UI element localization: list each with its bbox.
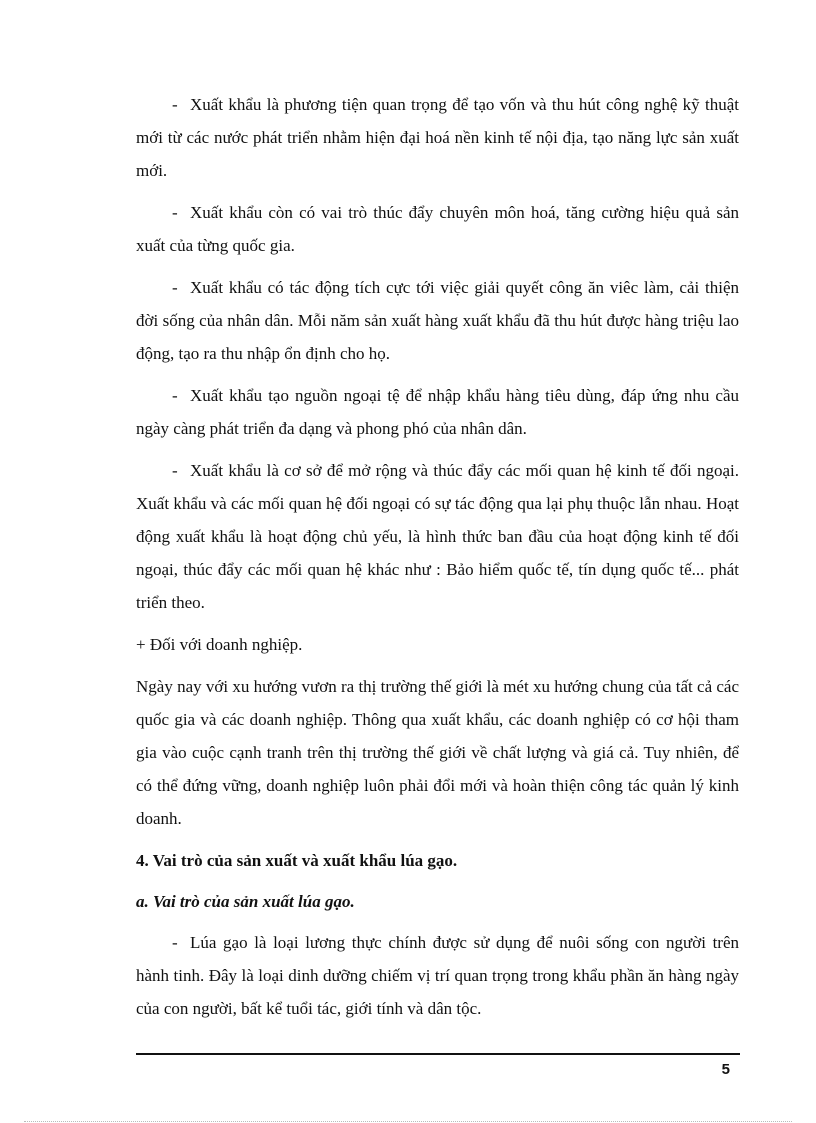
bullet-dash: - [172,95,178,114]
subsection-heading: a. Vai trò của sản xuất lúa gạo. [136,892,355,911]
bullet-dash: - [172,278,178,297]
paragraph-rice-role: - Lúa gạo là loại lương thực chính được sử dụng để nuôi sống con người trên hành tinh. Đây là loại dinh dưỡng chiếm vị trí quan trọng trong khẩu phần ăn hàng ngày của con người, bất kể tuổi tác, giới tính và dân tộc. [136,926,739,1025]
paragraph-export-technology: - Xuất khẩu là phương tiện quan trọng để tạo vốn và thu hút công nghệ kỹ thuật mới từ các nước phát triển nhằm hiện đại hoá nền kinh tế nội địa, tạo năng lực sản xuất mới. [136,88,739,187]
footer-rule [136,1053,740,1055]
page-number: 5 [721,1061,730,1078]
paragraph-export-foreign-relations: - Xuất khẩu là cơ sở để mở rộng và thúc đẩy các mối quan hệ kinh tế đối ngoại. Xuất khẩu và các mối quan hệ đối ngoại có sự tác động qua lại phụ thuộc lẫn nhau. Hoạt động xuất khẩu là hoạt động chủ yếu, là hình thức ban đầu của hoạt động kinh tế đối ngoại, thúc đẩy các mối quan hệ khác như : Bảo hiểm quốc tế, tín dụng quốc tế... phát triển theo. [136,454,739,619]
enterprise-label: + Đối với doanh nghiệp. [136,635,303,654]
bullet-dash: - [172,203,178,222]
paragraph-export-specialization: - Xuất khẩu còn có vai trò thúc đẩy chuyên môn hoá, tăng cường hiệu quả sản xuất của từng quốc gia. [136,196,739,262]
bullet-dash: - [172,933,178,952]
bullet-dash: - [172,461,178,480]
paragraph-enterprise: Ngày nay với xu hướng vươn ra thị trường thế giới là mét xu hướng chung của tất cả các quốc gia và các doanh nghiệp. Thông qua xuất khẩu, các doanh nghiệp có cơ hội tham gia vào cuộc cạnh tranh trên thị trường thế giới về chất lượng và giá cả. Tuy nhiên, để có thể đứng vững, doanh nghiệp luôn phải đổi mới và hoàn thiện công tác quản lý kinh doanh. [136,677,740,828]
paragraph-export-foreign-currency: - Xuất khẩu tạo nguồn ngoại tệ để nhập khẩu hàng tiêu dùng, đáp ứng nhu cầu ngày càng phát triển đa dạng và phong phó của nhân dân. [136,379,739,445]
page-edge-divider [24,1121,792,1122]
body-text [136,88,739,1034]
paragraph-export-employment: - Xuất khẩu có tác động tích cực tới việc giải quyết công ăn viêc làm, cải thiện đời sống của nhân dân. Mỗi năm sản xuất hàng xuất khẩu đã thu hút được hàng triệu lao động, tạo ra thu nhập ổn định cho họ. [136,271,739,370]
section-heading: 4. Vai trò của sản xuất và xuất khẩu lúa gạo. [136,851,458,870]
bullet-dash: - [172,386,178,405]
